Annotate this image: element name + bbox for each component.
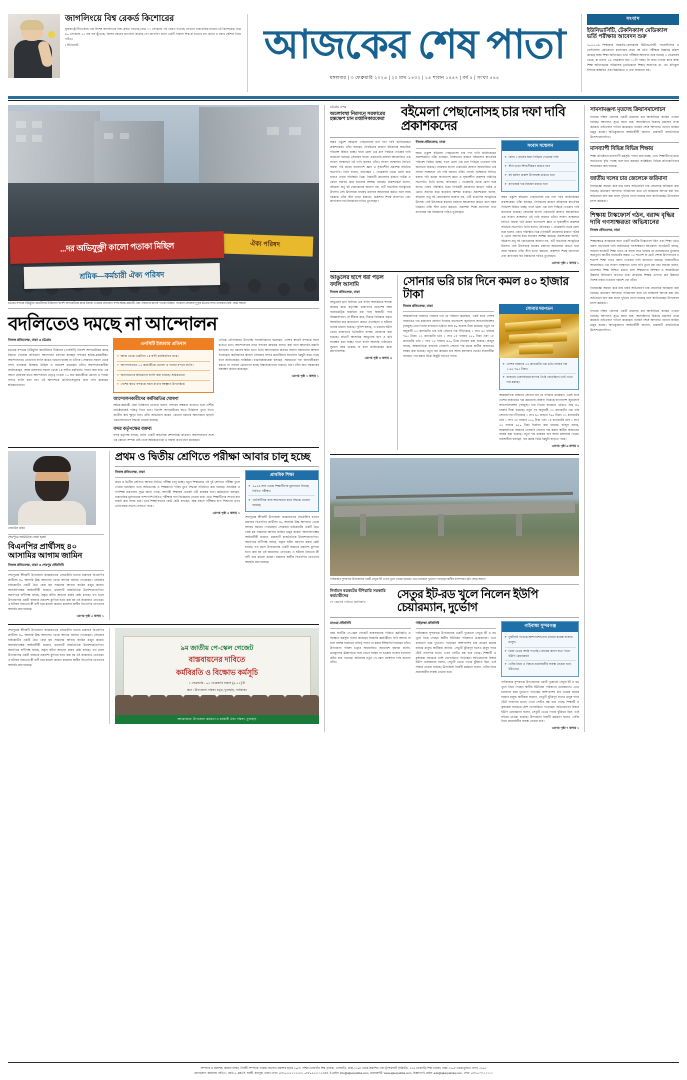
banner-line-1: ৯ম জাতীয় পে-স্কেল গেজেট (180, 644, 254, 652)
bullet-text: ২০২৬ সাল থেকে শিক্ষার্থীদের মূল্যায়নে ফিরছে লিখিত পরীক্ষা। (252, 484, 309, 494)
bullet-item (117, 371, 210, 380)
footer-line-2: যোগাযোগ: কার্যালয়: বাড়ি-৮, রোড-২, ব্লক-সি, বনশ্রী, রামপুরা, ঢাকা। ফোন: +৮৮০২৫৫১১২২৩৩, +৮৮০২৫৫১১২২৪৪, ই-মেইল: info@ajkerpatrika.com, ওয়েবসাইট: www.ajkerpatrika.com, বিজ্ঞাপন ই-মেইল: ads@ajkerpatrika.com, ফোন: +৮৮০১৭১১১১১১ (194, 1071, 493, 1076)
school-exam-block (109, 451, 319, 620)
page-title: আজকের শেষ পাতা (264, 21, 565, 67)
center-lead-head-row (330, 105, 579, 134)
gazette-kicker-block (330, 588, 392, 614)
bullet-item (248, 483, 315, 497)
center-lead-col-3 (501, 140, 579, 267)
bullet-dot-icon: » (504, 155, 507, 160)
center-lead-continuation[interactable]: এরপর পৃষ্ঠা ২ কলাম ১ (551, 261, 580, 266)
fingerprint-continuation[interactable]: এরপর পৃষ্ঠা ৪ কলাম ৩ (364, 356, 392, 361)
lead-photo-caption: চট্টগ্রাম বন্দরের নিউমুরিং কনটেইনার টার্মিনাল বিদেশি অপারেটরের কাছে ইজারা দেওয়ার প্রতিবাদে বন্দর শ্রমিক-কর্মচারী ঐক্য পরিষদের কালো পতাকা মিছিল। গতকাল সোমবার দুপুরে চট্টগ্রাম বন্দর এলাকায়। ছবি: প্রথম আলো (8, 301, 319, 310)
bullet-item (117, 381, 210, 389)
bail-kicker: শেরপুরে জামায়াত নেতা হত্যা (8, 535, 47, 540)
bail-continuation[interactable]: এরপর পৃষ্ঠা ৫ কলাম ১ (76, 614, 104, 619)
bullet-dot-icon: » (504, 182, 507, 186)
teaser-block[interactable] (8, 14, 248, 92)
sidebar-item-body-0: নগরের দক্ষিণ জেলায় একটি মামলায় চার আসামিকে জামিন দেওয়া হয়েছে। আদালত সূত্রে জানা যায়, আসামিদের বিরুদ্ধে মামলার তদন্ত কর্মকর্তা প্রতিবেদন দাখিল করেছেন। শুনানি শেষে আদালত তাদের জামিন মঞ্জুর করেন। অভিযুক্তদের আইনজীবী জানান, মামলাটি রাজনৈতিক উদ্দেশ্যপ্রণোদিত। (590, 114, 679, 139)
sidebar-bottom-body: শিক্ষাক্ষেত্রে সংস্কারের জন্য একটি জাতীয় টাস্কফোর্স গঠন এবং শিক্ষা খাতে বরাদ্দ বাড়ানোর দাবি জানিয়েছে গণসাক্ষরতা অভিযান। সংগঠনটি বলছে, বর্তমান বাজেটে শিক্ষা খাতে যে বরাদ্দ রাখা হয়েছে তা প্রয়োজনের তুলনায় অপ্রতুল। জাতীয় বাজেটের অন্তত ১৫ শতাংশ বা মোট দেশজ উৎপাদনের ৪ শতাংশ শিক্ষা খাতে বরাদ্দ দেওয়ার দাবি জানানো হয়েছে। রাজধানীতে আয়োজিত এক সংবাদ সম্মেলনে এসব দাবি তুলে ধরা হয়। বক্তারা বলেন, মানসম্মত শিক্ষা নিশ্চিত করতে হলে শিক্ষকদের প্রশিক্ষণ ও অবকাঠামো উন্নয়নে বিনিয়োগ বাড়াতে হবে। প্রাথমিক শিক্ষার গুণগত মান উন্নয়নে বিশেষ নজর দেওয়ার পরামর্শ দেন তাঁরা। (590, 238, 679, 283)
gazette-byline: মাগুরা প্রতিনিধি (330, 621, 411, 629)
bridge-continuation[interactable]: এরপর পৃষ্ঠা ৭ কলাম ২ (551, 726, 580, 731)
gazette-text-col (8, 628, 104, 724)
bullet-text: দেশের বাজারে ২২ ক্যারেটের এক ভরি সোনার দাম ১,৬৫,৭৯৫ টাকা। (506, 361, 568, 371)
bullet-dot-icon: » (116, 382, 119, 387)
sidebar-bottom-byline: নিজস্ব প্রতিবেদক, ঢাকা (590, 228, 679, 236)
lead-col-3 (219, 338, 319, 443)
sidebar-item-headline-0[interactable]: সামসামঞ্জস্য মৃতদেহ ক্রিয়াসমালোচন (590, 106, 666, 113)
lead-subhead-1: আন্দোলনকারীদের কর্মবিরতির ঘোষণা (113, 395, 179, 401)
lead-headline[interactable]: বদলিতেও দমছে না আন্দোলন (8, 313, 217, 335)
column-right (585, 105, 679, 733)
bullet-dot-icon: » (502, 375, 505, 380)
bullet-text: খোঁজ নিয়ে এ বিষয়ে প্রয়োজনীয় ব্যবস্থা নেওয়া হবে: ইউএনও (508, 662, 572, 672)
sidebar-bottom-body-cont2: নগরের দক্ষিণ জেলায় একটি মামলায় চার আসামিকে জামিন দেওয়া হয়েছে। আদালত সূত্রে জানা যায়, আসামিদের বিরুদ্ধে মামলার তদন্ত কর্মকর্তা প্রতিবেদন দাখিল করেছেন। শুনানি শেষে আদালত তাদের জামিন মঞ্জুর করেন। অভিযুক্তদের আইনজীবী জানান, মামলাটি রাজনৈতিক উদ্দেশ্যপ্রণোদিত। (590, 308, 679, 333)
bullet-text: আজ থেকে একটানা ২৪ ঘণ্টা কর্মবিরতির ডাক। (120, 354, 179, 359)
gaibandha-box-header: গাইবান্ধা সুন্দরগঞ্জ (502, 622, 578, 632)
fingerprint-byline: নিজস্ব প্রতিবেদক, ঢাকা (330, 290, 392, 298)
banner-line-5: স্থান : উপজেলা পরিষদ চত্বর, ফুলছড়ি, গাইবান্ধা (187, 687, 247, 692)
bail-portrait (8, 451, 96, 525)
primary-edu-box (245, 470, 319, 513)
sidebar-bottom-headline[interactable]: শিক্ষায় টাস্কফোর্স গঠন, বরাদ্দ বৃদ্ধির দাবি গণসাক্ষরতা অভিযানের (590, 211, 675, 227)
masthead (248, 14, 581, 92)
lead-photo (8, 105, 319, 301)
bullet-item (505, 648, 576, 662)
banner-line-3: কর্মবিরতি ও বিক্ষোভ কর্মসূচি (176, 667, 258, 677)
lead-col-2 (113, 338, 213, 443)
gold-headline[interactable]: সোনার ভরি চার দিনে কমল ৪০ হাজার টাকা (402, 275, 569, 302)
bullet-dot-icon: » (116, 372, 119, 377)
protest-banner-photo (115, 628, 319, 724)
masthead-rule (8, 100, 679, 101)
center-lead-byline: নিজস্ব প্রতিবেদক, ঢাকা (416, 140, 497, 148)
gold-body: আন্তর্জাতিক বাজারে সোনার দাম যে পরিমাণ কমেছিল, একই হারে দেশের বাজারেও দাম কমানোর ঘোষণা দিয়েছে বাংলাদেশ জুয়েলার্স অ্যাসোসিয়েশন (বাজুস)। চার দিনের ব্যবধানে ভরিতে প্রায় ৪০ হাজার টাকা কমেছে। নতুন দর অনুযায়ী ২২ ক্যারেটের এক ভরি সোনার দাম দাঁড়িয়েছে ১ লাখ ৬৫ হাজার ৭৯৫ টাকা। ২১ ক্যারেটের ভরি ১ লাখ ৫৮ হাজার ২৫০ টাকা এবং ১৮ ক্যারেটের ভরি ১ লাখ ৩৫ হাজার ৬৫০ টাকা নির্ধারণ করা হয়েছে। বাজুস বলছে, আন্তর্জাতিক বাজারে তেজাবি সোনার দাম কমায় স্থানীয় বাজারেও সমন্বয় করা হয়েছে। নতুন দাম কার্যকর হবে আজ মঙ্গলবার থেকে। ব্যবসায়ীরা বলছেন, দাম কমায় বিক্রি কিছুটা বাড়তে পারে। (402, 314, 495, 358)
bullet-item (248, 496, 315, 509)
gold-byline: নিজস্ব প্রতিবেদক, ঢাকা (403, 304, 494, 312)
lead-columns (8, 338, 319, 443)
top-strip (8, 0, 679, 92)
bridge-head-row (330, 588, 579, 614)
bullet-dot-icon: » (504, 173, 507, 178)
masthead-band (8, 96, 679, 99)
primary-edu-box-header: প্রাথমিক শিক্ষা (246, 471, 318, 481)
bullet-item (505, 154, 576, 163)
sidebar-item-body-2: নিষেধাজ্ঞা অমান্য করে মাছ ধরার অভিযোগে চার জেলেকে জরিমানা করা হয়েছে। ভ্রাম্যমাণ আদালত পরিচালনা করে এই জরিমানা আদায় করা হয়। অভিযানে জব্দ করা জাল পুড়িয়ে ফেলা হয়েছে বলে জানিয়েছেন উপজেলা মৎস্য কর্মকর্তা। (590, 183, 679, 203)
dateline: মঙ্গলবার | ৩ ফেব্রুয়ারি ২০২৬ | ২০ মাঘ ১৪৩২ | ১৪ শাবান ১৪৪৭ | বর্ষ ৫ | সংখ্যা ৫৪৫ (329, 74, 500, 80)
column-left (8, 105, 324, 733)
bullet-text: আন্দোলনরত ১৫ কর্মচারীকে মোংলা ও পায়রা বন্দরে বদলি। (120, 363, 194, 368)
lead-body-2: শ্রমিক-কর্মচারী ঐক্য পরিষদের নেতারা বলেন, বন্দরের সক্ষমতা বাড়াতে হলে দেশীয় প্রতিষ্ঠানকেই দায়িত্ব দিতে হবে। বিদেশি অপারেটরের হাতে টার্মিনাল তুলে দিলে জাতীয় স্বার্থ ক্ষুণ্ন হবে। তাঁরা অভিযোগ করেন, কোনো ধরনের আলোচনা ছাড়াই একতরফাভাবে সিদ্ধান্ত নেওয়া হয়েছে। (113, 403, 214, 422)
gold-continuation[interactable]: এরপর পৃষ্ঠা ৬ কলাম ৪ (551, 444, 580, 449)
teaser-source: • ইন্টারনেট (65, 43, 79, 48)
bullet-text: বই জরিপ প্রকাশ উপলক্ষে থাকতে হবে (508, 173, 555, 178)
bridge-body-row (330, 621, 579, 733)
center-lead-body-row (330, 140, 579, 267)
bullet-dot-icon: » (504, 164, 507, 169)
footer-line-1: সম্পাদক ও প্রকাশক: কাজল হাসান, নির্বাহী সম্পাদক: ফারুক হোসেন। প্রকাশক কর্তৃক ৩০/এ, পশ্চিম তেজগাঁও শিল্প এলাকা, তেজগাঁও, ঢাকা-১২০৮ থেকে প্রকাশিত এবং ট্রান্সক্রাফট লিমিটেড, ২২৯ তেজগাঁও শিল্প এলাকা, ঢাকা-১২০৮ থেকে মুদ্রিত। ফোন: ৫৫০৩ (200, 1066, 487, 1071)
bullet-item (505, 634, 576, 648)
banner-line-4: ১ ফেব্রুয়ারি - ০৫ ফেব্রুয়ারি সকাল (৯-১২) টা (188, 680, 246, 685)
portrait-caption: রেজাউল করিম (8, 525, 104, 535)
center-lead-extra: অমর একুশে বইমেলা পেছানোসহ চার দফা দাবি জানিয়েছেন প্রকাশকেরা। তাঁরা বলছেন, নির্বাচনের কারণে বইমেলার স্বাভাবিক পরিবেশ বিঘ্নিত হচ্ছে। ফলে মেলা এক মাস পিছিয়ে দেওয়ার দাবি জানানো হয়েছে। সোমবার বাংলা একাডেমি প্রাঙ্গণে আয়োজিত এক সংবাদ সম্মেলনে এই দাবি জানান তাঁরা। সংবাদ সম্মেলনে লিখিত বক্তব্য পাঠ করেন বাংলাদেশ জ্ঞান ও সৃজনশীল প্রকাশক সমিতির সভাপতি। তিনি বলেন, প্রতিবছর ১ ফেব্রুয়ারি থেকে মেলা শুরু হলেও এবার পরিস্থিতি ভিন্ন। নির্বাচনী প্রচারণার কারণে পাঠক ও ক্রেতা সমাগম কমে যাওয়ার আশঙ্কা রয়েছে। প্রকাশকেরা বলেন, বইমেলা শুধু বই বেচাকেনার জায়গা নয়, এটি বাঙালির সাংস্কৃতিক উৎসব। সেই উৎসবকে যথাযথ মর্যাদায় আয়োজন করতে হলে সময় দরকার। তাঁরা স্টল ভাড়া কমানো, প্রকাশনা শিল্পে প্রণোদনা এবং কাগজের দাম নিয়ন্ত্রণের দাবিও তুলেছেন। (501, 195, 580, 259)
bridge-col-3 (501, 621, 579, 733)
bullet-item (117, 362, 210, 371)
bullet-dot-icon: » (502, 361, 505, 366)
sidebar-bottom-body-cont: নিষেধাজ্ঞা অমান্য করে মাছ ধরার অভিযোগে চার জেলেকে জরিমানা করা হয়েছে। ভ্রাম্যমাণ আদালত পরিচালনা করে এই জরিমানা আদায় করা হয়। অভিযানে জব্দ করা জাল পুড়িয়ে ফেলা হয়েছে বলে জানিয়েছেন উপজেলা মৎস্য কর্মকর্তা। (590, 285, 679, 305)
gold-block (397, 275, 579, 450)
port-kicker-block (330, 105, 396, 134)
gold-bars-photo (499, 314, 579, 358)
bullet-text: অন্যায়ভাবে শ্রমিকদের বদলি করা হয়েছে: শ্রমিকনেতা (120, 372, 186, 377)
bullet-text: দেশের স্বার্থে বন্দরকে সচল রাখার আহ্বান উপদেষ্টার। (120, 382, 186, 387)
banner-footer: আয়োজনে: উপজেলা কর্মকর্তা ও কর্মচারী ঐক্য পরিষদ, ফুলছড়ি (115, 715, 319, 724)
protest-banner-yellow: ঐক্য পরিষদ (217, 233, 314, 256)
gazette-kicker[interactable]: নির্বাচন বয়কটের হুঁশিয়ারি সরকারি কর্মচারীদের (329, 588, 386, 599)
bridge-extra: গাইবান্ধার সুন্দরগঞ্জ উপজেলায় একটি পুরোনো সেতুর ইট ও রড খুলে নিয়ে গেছেন স্থানীয় ইউনিয়ন পরিষদের চেয়ারম্যান। এতে চলাচলে চরম দুর্ভোগে পড়েছেন আশপাশের চার গ্রামের কয়েক হাজার মানুষ। স্থানীয়রা জানান, সেতুটি ঝুঁকিপূর্ণ হলেও মানুষ পায়ে হেঁটে পারাপার হতো। এখন সেটিও বন্ধ হয়ে গেছে। শিক্ষার্থী ও কৃষকেরা সবচেয়ে বেশি ভোগান্তিতে পড়েছেন। অভিযোগের বিষয়ে ইউপি চেয়ারম্যান বলেন, সেতুটি ভেঙে পড়ার ঝুঁকিতে ছিল, তাই সরিয়ে নেওয়া হয়েছে। উপজেলা নির্বাহী কর্মকর্তা বলেন, খোঁজ নিয়ে প্রয়োজনীয় ব্যবস্থা নেওয়া হবে। (501, 680, 580, 724)
gaibandha-box (501, 621, 579, 677)
bridge-head (397, 588, 579, 614)
bullet-dot-icon: » (248, 484, 251, 489)
fingerprint-body: আঙুলের ছাপ মিলিয়ে এক বদলি আসামিকে শনাক্ত করেছে কারা কর্তৃপক্ষ। কারাগারে প্রবেশের সময় বায়োমেট্রিক যাচাইয়ে ধরা পড়ে বিষয়টি। পরে জিজ্ঞাসাবাদে সে স্বীকার করে, টাকার বিনিময়ে প্রকৃত আসামির হয়ে কারাভোগ করতে এসেছিল। এ ঘটনায় থানায় মামলা হয়েছে। পুলিশ বলছে, এ ধরনের ঘটনা রোধে কারাগারে ডিজিটাল ব্যবস্থা জোরদার করা হয়েছে। প্রতিটি আসামির আঙুলের ছাপ ও ছবি সংরক্ষণ করা হচ্ছে। ফলে বদলি আসামি পাঠানোর সুযোগ আর থাকছে না বলে জানিয়েছেন কারা মহাপরিদর্শক। (329, 300, 392, 354)
port-kicker-body: অমর একুশে বইমেলা পেছানোসহ চার দফা দাবি জানিয়েছেন প্রকাশকেরা। তাঁরা বলছেন, নির্বাচনের কারণে বইমেলার স্বাভাবিক পরিবেশ বিঘ্নিত হচ্ছে। ফলে মেলা এক মাস পিছিয়ে দেওয়ার দাবি জানানো হয়েছে। সোমবার বাংলা একাডেমি প্রাঙ্গণে আয়োজিত এক সংবাদ সম্মেলনে এই দাবি জানান তাঁরা। সংবাদ সম্মেলনে লিখিত বক্তব্য পাঠ করেন বাংলাদেশ জ্ঞান ও সৃজনশীল প্রকাশক সমিতির সভাপতি। তিনি বলেন, প্রতিবছর ১ ফেব্রুয়ারি থেকে মেলা শুরু হলেও এবার পরিস্থিতি ভিন্ন। নির্বাচনী প্রচারণার কারণে পাঠক ও ক্রেতা সমাগম কমে যাওয়ার আশঙ্কা রয়েছে। প্রকাশকেরা বলেন, বইমেলা শুধু বই বেচাকেনার জায়গা নয়, এটি বাঙালির সাংস্কৃতিক উৎসব। সেই উৎসবকে যথাযথ মর্যাদায় আয়োজন করতে হলে সময় দরকার। তাঁরা স্টল ভাড়া কমানো, প্রকাশনা শিল্পে প্রণোদনা এবং কাগজের দাম নিয়ন্ত্রণের দাবিও তুলেছেন। (329, 140, 411, 204)
banner-line-2: বাস্তবায়নের দাবিতে (188, 654, 246, 664)
bottom-left-row (8, 628, 319, 724)
protest-banner-red: ...দর অভিযুক্ত্রী কালো পতাকা মিছিল (10, 231, 225, 264)
bullet-text: কাগজের দাম নিয়ন্ত্রণ করতে হবে (508, 182, 548, 186)
port-kicker-headline[interactable]: অচলাবস্থা নিরসনে সরকারের হস্তক্ষেপ চান রপ্তানিকারকেরা (329, 111, 386, 123)
teaser-headline: জাগলিংয়ে বিশ্ব রেকর্ড কিশোরের (65, 13, 175, 23)
lead-continuation[interactable]: এরপর পৃষ্ঠা ২ কলাম ১ (291, 374, 319, 379)
bullet-dot-icon: » (116, 363, 119, 368)
school-exam-body: প্রথম ও দ্বিতীয় শ্রেণিতে আবার লিখিত পরীক্ষা চালু হচ্ছে। নতুন শিক্ষাক্রমে এই দুই শ্রেণিতে পরীক্ষা তুলে দেওয়া হয়েছিল। তবে অভিভাবক ও শিক্ষকদের দাবির মুখে সিদ্ধান্ত পরিবর্তন করা হয়েছে। প্রাথমিক ও গণশিক্ষা মন্ত্রণালয় সূত্রে জানা গেছে, আগামী শিক্ষাবর্ষ থেকেই এটি কার্যকর হবে। কর্মকর্তারা বলছেন, ধারাবাহিক মূল্যায়নের পাশাপাশি লিখিত পরীক্ষার ফল বিবেচনায় নেওয়া হবে। এতে শিক্ষার্থীদের শেখার মান যাচাই করা সহজ হবে। তবে শিক্ষাবিদদের কেউ কেউ বলছেন, অল্প বয়সে পরীক্ষার চাপ শিশুদের ওপর নেতিবাচক প্রভাব ফেলতে পারে। (115, 479, 240, 509)
sidebar-headline[interactable]: ইউনিভার্সিটি, টেকনিক্যাল মেডিক্যাল ভর্তি পরীক্ষার আবেদন শুরু (587, 27, 668, 41)
teaser-body: যুক্তরাষ্ট্রে টিনএজার এক বিশেষ জাগলিংয়ে বিশ্ব রেকর্ড গড়েছে। মাত্র ১১ সেকেন্ডে এই রেকর্ড গড়েছে সেখানে ধারাবাহিক নামের এই কিশোরের। মাত্র ৬০ সেকেন্ডে ৫২ বার বল ছুঁড়েছে, বিশেষ ধরনের জাগলিং করেছে সে। জাগলিং হলো একটি সার্কাস শিল্প যা হাতের বল ছোড়া ও ধরার কৌশল নিয়ে গঠিত। (65, 26, 241, 41)
bullet-text: স্টল ভাড়া শিথিলীকরণ করতে হবে (508, 164, 550, 169)
sidebar-body: ২০২৫-২৬ শিক্ষাবর্ষে সরকারি-বেসরকারি ইউনিভার্সিটি, সায়েন্টিফিক ও ডেন্টালসহ মেডিক্যাল কলেজের প্রথম বর্ষ ভর্তি পরীক্ষার বিজ্ঞপ্তি প্রকাশ করেছে স্বাস্থ্য শিক্ষা অধিদপ্তর। ভর্তি পরীক্ষার আবেদন শুরু হয়েছে ২ ফেব্রুয়ারি থেকে, যা চলবে ১৬ ফেব্রুয়ারি রাত ১১টা পর্যন্ত। ফি জমা দেওয়া যাবে স্বাস্থ্য শিক্ষা অধিদপ্তরের পরিচালক (মেডিক্যাল শিক্ষা) অধ্যাপক ডা. মো. রফিকুল ইসলাম স্বাক্ষরিত এক বিজ্ঞপ্তিতে এ তথ্য জানানো হয়। (587, 43, 679, 72)
bullet-box-ncit (113, 338, 213, 393)
bridge-body: গাইবান্ধার সুন্দরগঞ্জ উপজেলায় একটি পুরোনো সেতুর ইট ও রড খুলে নিয়ে গেছেন স্থানীয় ইউনিয়ন পরিষদের চেয়ারম্যান। এতে চলাচলে চরম দুর্ভোগে পড়েছেন আশপাশের চার গ্রামের কয়েক হাজার মানুষ। স্থানীয়রা জানান, সেতুটি ঝুঁকিপূর্ণ হলেও মানুষ পায়ে হেঁটে পারাপার হতো। এখন সেটিও বন্ধ হয়ে গেছে। শিক্ষার্থী ও কৃষকেরা সবচেয়ে বেশি ভোগান্তিতে পড়েছেন। অভিযোগের বিষয়ে ইউপি চেয়ারম্যান বলেন, সেতুটি ভেঙে পড়ার ঝুঁকিতে ছিল, তাই সরিয়ে নেওয়া হয়েছে। উপজেলা নির্বাহী কর্মকর্তা বলেন, খোঁজ নিয়ে প্রয়োজনীয় ব্যবস্থা নেওয়া হবে। (415, 630, 497, 675)
bail-body: শেরপুরের শ্রীবরদী উপজেলা জামায়াতের সেক্রেটারি হত্যার মামলায় বিএনপির প্রার্থীসহ ৪০ আসামি উচ্চ আদালত থেকে আগাম জামিন পেয়েছেন। সোমবার হাইকোর্টের একটি দ্বৈত বেঞ্চ ছয় সপ্তাহের আগাম জামিন মঞ্জুর করেন। আসামিপক্ষের আইনজীবী জানান, মামলাটি রাজনৈতিক উদ্দেশ্যপ্রণোদিত। অন্যদিকে বাদীপক্ষ বলছে, প্রকৃত ঘটনা আড়াল করার চেষ্টা চলছে। গত মাসে উপজেলার একটি বাজারে প্রকাশ্যে কুপিয়ে হত্যা করা হয় ওই জামায়াত নেতাকে। এ ঘটনায় নিহতের স্ত্রী বাদী হয়ে মামলা করেন। মামলায় স্থানীয় বিএনপির নেতাদের আসামি করা হয়েছে। (8, 572, 104, 612)
gazette-body: নবম জাতীয় পে-স্কেল গেজেট বাস্তবায়নের দাবিতে কর্মবিরতি ও বিক্ষোভ কর্মসূচি পালন করেছেন সরকারি কর্মচারীরা। দাবি আদায় না হলে আসন্ন নির্বাচনে দায়িত্ব পালন না করার হুঁশিয়ারি দিয়েছেন তাঁরা। উপজেলা পরিষদ চত্বরে আয়োজিত সমাবেশে বক্তারা বলেন, দ্রব্যমূল্যের ঊর্ধ্বগতির সঙ্গে বেতন সমন্বয় না হওয়ায় সংসার চালানো কঠিন হয়ে পড়েছে। অবিলম্বে নতুন পে-স্কেল ঘোষণার দাবি জানান তাঁরা। (329, 630, 411, 665)
bullet-dot-icon: » (248, 497, 251, 502)
bullet-dot-icon: » (504, 648, 507, 653)
lead-byline: নিজস্ব প্রতিবেদক, ঢাকা ও চট্টগ্রাম (8, 338, 108, 346)
school-exam-col-1 (115, 470, 240, 565)
bullet-item (503, 361, 576, 375)
bridge-headline[interactable]: সেতুর ইট-রড খুলে নিলেন ইউপি চেয়ারম্যান, দুর্ভোগ (396, 588, 539, 615)
protest-banner-white: শ্রমিক—কর্মচারী ঐক্য পরিষদ (24, 262, 220, 288)
bridge-col-1 (330, 621, 411, 733)
bullet-dot-icon: » (504, 635, 507, 640)
bullet-item (503, 374, 576, 387)
school-exam-col-2 (245, 470, 319, 565)
bullet-text: এনসিটিবির সঙ্গে আলোচনা করে সিদ্ধান্ত নেওয়া হয়েছে। (252, 497, 310, 507)
news-summary-box (501, 140, 579, 192)
fingerprint-block (330, 275, 392, 450)
top-sidebar (581, 14, 679, 92)
bail-headline[interactable]: বিএনপির প্রার্থীসহ ৪০ আসামির আগাম জামিন (8, 542, 83, 561)
gold-col-1 (403, 304, 494, 450)
bail-byline: নিজস্ব প্রতিবেদক, ঢাকা ও শেরপুর প্রতিনিধি (8, 563, 104, 571)
school-exam-continuation[interactable]: এরপর পৃষ্ঠা ৩ কলাম ২ (212, 511, 240, 516)
bullet-dot-icon: » (504, 662, 507, 667)
center-lead-head (401, 105, 579, 134)
bullet-item (505, 181, 576, 189)
sidebar-item-headline-2[interactable]: জাতীয় দলের চার জেলেকে জরিমানা (590, 175, 668, 182)
bullet-item (505, 163, 576, 172)
sidebar-item-headline-1[interactable]: মাসব্যাপী বিভিন্ন বিভিন্ন শিক্ষায় (590, 145, 654, 152)
bullet-text: ব্রিজ ভেঙে আমি পড়েছি। ঘোরের কারণ হতে পারে: ইউপি চেয়ারম্যান (508, 648, 571, 658)
bullet-box-header: এনসিটি ইজারার প্রতিবাদ (114, 339, 212, 350)
page-footer (8, 1062, 679, 1076)
lead-subhead-2: বন্দর কর্তৃপক্ষের বক্তব্য (113, 425, 152, 431)
school-exam-cols (115, 470, 319, 565)
column-middle (324, 105, 585, 733)
bullet-text: বাজারে একপর্যায়ের ব্যাপক তৈরি বেড়েছিল। তাই এখন দাম কমছে। (506, 375, 573, 385)
lead-body-1: চট্টগ্রাম বন্দরের নিউমুরিং কনটেইনার টার্মিনাল (এনসিটি) বিদেশি অপারেটরের কাছে ইজারা দেওয়ার প্রতিবাদে আন্দোলন চালিয়ে যাচ্ছেন বন্দরের শ্রমিক-কর্মচারীরা। আন্দোলনরত নেতাদের বদলি করেও দমানো যাচ্ছে না তাঁদের। সোমবার সকাল থেকে বন্দর এলাকায় বিক্ষোভ মিছিল ও সমাবেশ করেছেন তাঁরা। আন্দোলনকারীরা জানিয়েছেন, আজ মঙ্গলবার সকাল থেকে ২৪ ঘণ্টার কর্মবিরতি পালন করা হবে। এর আগে রোববার রাতে আন্দোলনে নেতৃত্ব দেওয়া ১৫ জন কর্মচারীকে মোংলা ও পায়রা বন্দরে বদলি করা হয়। এই আদেশকে প্রতিহিংসামূলক বলে দাবি করেছেন শ্রমিকনেতারা। (8, 348, 109, 387)
lead-body-4: এদিকে নৌপরিবহন উপদেষ্টা সাংবাদিকদের বলেছেন, দেশের স্বার্থেই বন্দরকে সচল রাখতে হবে। আন্দোলনের নামে বন্দরের কার্যক্রম ব্যাহত করা হলে আমদানি-রপ্তানি বাণিজ্যে বড় ধরনের ক্ষতি হবে। তিনি আলোচনার মাধ্যমে সমস্যা সমাধানের আশ্বাস দিয়েছেন। কর্মবিরতির কারণে সোমবার বন্দরে কনটেইনার হ্যান্ডলিং কিছুটা কমে গেছে বলে জানিয়েছেন সংশ্লিষ্টরা। রপ্তানিকারকেরা বলছেন, সময়মতো পণ্য জাহাজীকরণ করতে না পারলে ক্রেতাদের কাছে বিশ্বাসযোগ্যতা হারাতে হবে। তাঁরা দ্রুত সরকারের হস্তক্ষেপ কামনা করেছেন। (218, 337, 319, 372)
gold-box-header: সোনার দরপতন (499, 304, 579, 314)
bullet-text: দুর্ঘটনাই পড়েছে আশপাশের চার গ্রামের কয়েক হাজার মানুষ। (508, 635, 573, 645)
gold-col-2 (499, 304, 579, 450)
banner-photo-block (109, 628, 319, 724)
lead-body-3: বন্দর কর্তৃপক্ষ বলছে, বদলি একটি স্বাভাবিক প্রশাসনিক প্রক্রিয়া। আন্দোলনের সঙ্গে এর কোনো সম্পর্ক নেই। তবে শ্রমিকনেতারা এ বক্তব্য প্রত্যাখ্যান করেছেন। (113, 433, 214, 443)
bullet-item (505, 661, 576, 674)
bridge-photo-caption: গাইবান্ধার সুন্দরগঞ্জ উপজেলার একটি সেতুর ইট ও রড খুলে নেওয়া হয়েছে। এতে চলাচলে দুর্ভোগে পড়েছেন স্থানীয় বাসিন্দারা। ছবি: প্রথম আলো (330, 576, 579, 585)
bullet-dot-icon: » (116, 354, 119, 359)
school-exam-extra: শেরপুরের শ্রীবরদী উপজেলা জামায়াতের সেক্রেটারি হত্যার মামলায় বিএনপির প্রার্থীসহ ৪০ আসামি উচ্চ আদালত থেকে আগাম জামিন পেয়েছেন। সোমবার হাইকোর্টের একটি দ্বৈত বেঞ্চ ছয় সপ্তাহের আগাম জামিন মঞ্জুর করেন। আসামিপক্ষের আইনজীবী জানান, মামলাটি রাজনৈতিক উদ্দেশ্যপ্রণোদিত। অন্যদিকে বাদীপক্ষ বলছে, প্রকৃত ঘটনা আড়াল করার চেষ্টা চলছে। গত মাসে উপজেলার একটি বাজারে প্রকাশ্যে কুপিয়ে হত্যা করা হয় ওই জামায়াত নেতাকে। এ ঘটনায় নিহতের স্ত্রী বাদী হয়ে মামলা করেন। মামলায় স্থানীয় বিএনপির নেতাদের আসামি করা হয়েছে। (244, 515, 319, 564)
gold-extra: আন্তর্জাতিক বাজারে সোনার দাম যে পরিমাণ কমেছিল, একই হারে দেশের বাজারেও দাম কমানোর ঘোষণা দিয়েছে বাংলাদেশ জুয়েলার্স অ্যাসোসিয়েশন (বাজুস)। চার দিনের ব্যবধানে ভরিতে প্রায় ৪০ হাজার টাকা কমেছে। নতুন দর অনুযায়ী ২২ ক্যারেটের এক ভরি সোনার দাম দাঁড়িয়েছে ১ লাখ ৬৫ হাজার ৭৯৫ টাকা। ২১ ক্যারেটের ভরি ১ লাখ ৫৮ হাজার ২৫০ টাকা এবং ১৮ ক্যারেটের ভরি ১ লাখ ৩৫ হাজার ৬৫০ টাকা নির্ধারণ করা হয়েছে। বাজুস বলছে, আন্তর্জাতিক বাজারে তেজাবি সোনার দাম কমায় স্থানীয় বাজারেও সমন্বয় করা হয়েছে। নতুন দাম কার্যকর হবে আজ মঙ্গলবার থেকে। ব্যবসায়ীরা বলছেন, দাম কমায় বিক্রি কিছুটা বাড়তে পারে। (499, 393, 580, 442)
news-summary-header: সংবাদ সম্মেলন (502, 141, 578, 151)
fingerprint-headline[interactable]: আঙুলের ছাপে ধরা পড়ল বদলি আসামি (329, 275, 384, 288)
bridge-photo (330, 458, 579, 576)
bridge-col-2 (416, 621, 497, 733)
bail-block (8, 451, 104, 620)
school-exam-headline[interactable]: প্রথম ও দ্বিতীয় শ্রেণিতে পরীক্ষা আবার চালু হচ্ছে (115, 451, 311, 464)
center-lead-col-1 (330, 140, 411, 267)
sidebar-tag: সংবাদ (587, 14, 679, 25)
bail-body-cont: শেরপুরের শ্রীবরদী উপজেলা জামায়াতের সেক্রেটারি হত্যার মামলায় বিএনপির প্রার্থীসহ ৪০ আসামি উচ্চ আদালত থেকে আগাম জামিন পেয়েছেন। সোমবার হাইকোর্টের একটি দ্বৈত বেঞ্চ ছয় সপ্তাহের আগাম জামিন মঞ্জুর করেন। আসামিপক্ষের আইনজীবী জানান, মামলাটি রাজনৈতিক উদ্দেশ্যপ্রণোদিত। অন্যদিকে বাদীপক্ষ বলছে, প্রকৃত ঘটনা আড়াল করার চেষ্টা চলছে। গত মাসে উপজেলার একটি বাজারে প্রকাশ্যে কুপিয়ে হত্যা করা হয় ওই জামায়াত নেতাকে। এ ঘটনায় নিহতের স্ত্রী বাদী হয়ে মামলা করেন। মামলায় স্থানীয় বিএনপির নেতাদের আসামি করা হয়েছে। (8, 628, 104, 667)
teaser-photo (8, 14, 60, 78)
gazette-sub: পে স্কেলের দাবিতে কর্মবিরতি (329, 599, 366, 604)
mid-left-row (8, 451, 319, 620)
bridge-byline: গাইবান্ধা প্রতিনিধি (416, 621, 497, 629)
main-grid (8, 105, 679, 733)
gold-cols (403, 304, 579, 450)
center-lead-body: অমর একুশে বইমেলা পেছানোসহ চার দফা দাবি জানিয়েছেন প্রকাশকেরা। তাঁরা বলছেন, নির্বাচনের কারণে বইমেলার স্বাভাবিক পরিবেশ বিঘ্নিত হচ্ছে। ফলে মেলা এক মাস পিছিয়ে দেওয়ার দাবি জানানো হয়েছে। সোমবার বাংলা একাডেমি প্রাঙ্গণে আয়োজিত এক সংবাদ সম্মেলনে এই দাবি জানান তাঁরা। সংবাদ সম্মেলনে লিখিত বক্তব্য পাঠ করেন বাংলাদেশ জ্ঞান ও সৃজনশীল প্রকাশক সমিতির সভাপতি। তিনি বলেন, প্রতিবছর ১ ফেব্রুয়ারি থেকে মেলা শুরু হলেও এবার পরিস্থিতি ভিন্ন। নির্বাচনী প্রচারণার কারণে পাঠক ও ক্রেতা সমাগম কমে যাওয়ার আশঙ্কা রয়েছে। প্রকাশকেরা বলেন, বইমেলা শুধু বই বেচাকেনার জায়গা নয়, এটি বাঙালির সাংস্কৃতিক উৎসব। সেই উৎসবকে যথাযথ মর্যাদায় আয়োজন করতে হলে সময় দরকার। তাঁরা স্টল ভাড়া কমানো, প্রকাশনা শিল্পে প্রণোদনা এবং কাগজের দাম নিয়ন্ত্রণের দাবিও তুলেছেন। (415, 150, 497, 214)
center-lead-col-2 (416, 140, 497, 267)
bullet-text: মেলা ১ মাসের জন্য পিছিয়ে দেওয়ার দাবি (508, 155, 559, 160)
port-kicker-label: চট্টগ্রাম বন্দর (329, 104, 347, 109)
gold-bullets-box (499, 358, 579, 390)
bullet-item (505, 172, 576, 181)
school-exam-byline: নিজস্ব প্রতিবেদক, ঢাকা (115, 470, 240, 478)
center-lead-headline[interactable]: বইমেলা পেছানোসহ চার দফা দাবি প্রকাশকদের (400, 103, 566, 134)
sidebar-item-body-1: শিক্ষা প্রতিষ্ঠানে মাসব্যাপী কর্মসূচি পালন করা হচ্ছে। এতে শিক্ষার্থীদের মধ্যে সচেতনতা বৃদ্ধি পাচ্ছে বলে মনে করছেন সংশ্লিষ্টরা। বিভিন্ন প্রতিযোগিতার আয়োজন করা হয়েছে। (590, 154, 679, 169)
fingerprint-gold-row (330, 275, 579, 450)
lead-col-1 (8, 338, 108, 443)
bullet-item (117, 352, 210, 361)
